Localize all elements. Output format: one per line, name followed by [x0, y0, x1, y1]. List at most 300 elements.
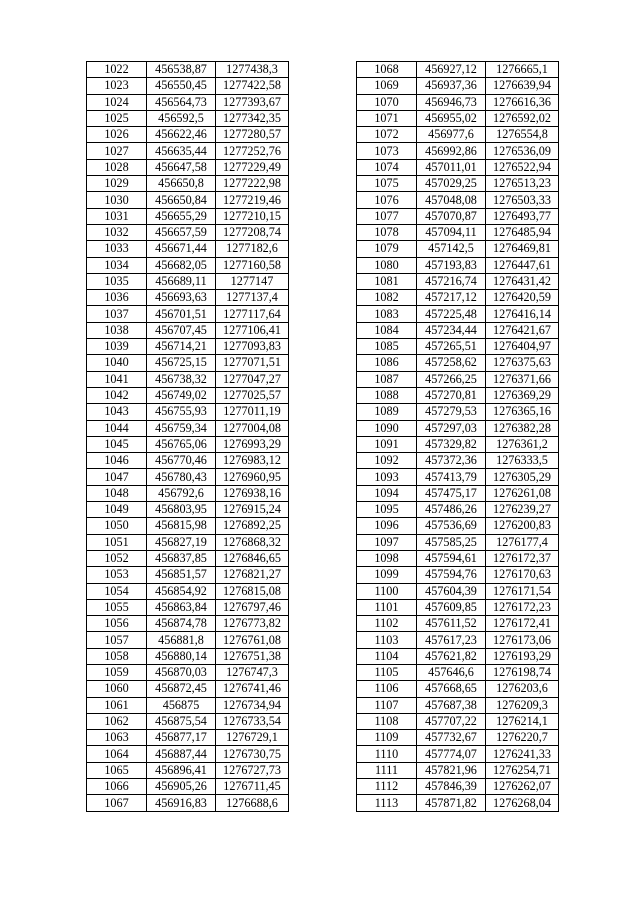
x-coordinate-cell: 456872,45: [147, 681, 216, 697]
point-number-cell: 1037: [87, 306, 147, 322]
y-coordinate-cell: 1276616,36: [486, 94, 559, 110]
x-coordinate-cell: 457413,79: [417, 469, 486, 485]
point-number-cell: 1036: [87, 290, 147, 306]
point-number-cell: 1052: [87, 550, 147, 566]
left-coordinates-table: [86, 61, 289, 812]
table-row: [357, 110, 559, 126]
table-row: [87, 290, 289, 306]
table-row: [87, 779, 289, 795]
point-number-cell: 1067: [87, 795, 147, 811]
y-coordinate-cell: 1276365,16: [486, 404, 559, 420]
table-row: [357, 518, 559, 534]
right-coordinates-table: [356, 61, 559, 812]
table-row: [87, 485, 289, 501]
point-number-cell: 1112: [357, 779, 417, 795]
x-coordinate-cell: 457475,17: [417, 485, 486, 501]
x-coordinate-cell: 456881,8: [147, 632, 216, 648]
point-number-cell: 1102: [357, 616, 417, 632]
y-coordinate-cell: 1276209,3: [486, 697, 559, 713]
x-coordinate-cell: 457279,53: [417, 404, 486, 420]
table-row: [357, 681, 559, 697]
table-row: [357, 339, 559, 355]
x-coordinate-cell: 456693,63: [147, 290, 216, 306]
x-coordinate-cell: 456622,46: [147, 127, 216, 143]
table-row: [357, 208, 559, 224]
x-coordinate-cell: 456714,21: [147, 339, 216, 355]
x-coordinate-cell: 456701,51: [147, 306, 216, 322]
y-coordinate-cell: 1277229,49: [216, 159, 289, 175]
point-number-cell: 1041: [87, 371, 147, 387]
x-coordinate-cell: 456803,95: [147, 502, 216, 518]
y-coordinate-cell: 1277117,64: [216, 306, 289, 322]
point-number-cell: 1049: [87, 502, 147, 518]
x-coordinate-cell: 456955,02: [417, 110, 486, 126]
x-coordinate-cell: 456977,6: [417, 127, 486, 143]
x-coordinate-cell: 457621,82: [417, 648, 486, 664]
point-number-cell: 1032: [87, 224, 147, 240]
y-coordinate-cell: 1276727,73: [216, 762, 289, 778]
x-coordinate-cell: 457372,36: [417, 453, 486, 469]
table-row: [357, 78, 559, 94]
x-coordinate-cell: 456937,36: [417, 78, 486, 94]
table-row: [87, 795, 289, 811]
x-coordinate-cell: 457687,38: [417, 697, 486, 713]
table-row: [357, 697, 559, 713]
point-number-cell: 1045: [87, 436, 147, 452]
point-number-cell: 1087: [357, 371, 417, 387]
table-row: [87, 420, 289, 436]
x-coordinate-cell: 457617,23: [417, 632, 486, 648]
y-coordinate-cell: 1276172,41: [486, 616, 559, 632]
table-row: [357, 453, 559, 469]
table-row: [357, 387, 559, 403]
point-number-cell: 1074: [357, 159, 417, 175]
x-coordinate-cell: 456851,57: [147, 567, 216, 583]
table-row: [357, 404, 559, 420]
table-row: [87, 62, 289, 78]
y-coordinate-cell: 1276371,66: [486, 371, 559, 387]
point-number-cell: 1092: [357, 453, 417, 469]
table-row: [87, 176, 289, 192]
x-coordinate-cell: 457070,87: [417, 208, 486, 224]
point-number-cell: 1058: [87, 648, 147, 664]
table-row: [357, 192, 559, 208]
point-number-cell: 1093: [357, 469, 417, 485]
y-coordinate-cell: 1276993,29: [216, 436, 289, 452]
x-coordinate-cell: 457707,22: [417, 713, 486, 729]
table-row: [357, 94, 559, 110]
point-number-cell: 1079: [357, 241, 417, 257]
point-number-cell: 1056: [87, 616, 147, 632]
point-number-cell: 1039: [87, 339, 147, 355]
y-coordinate-cell: 1277147: [216, 273, 289, 289]
point-number-cell: 1096: [357, 518, 417, 534]
table-row: [87, 664, 289, 680]
point-number-cell: 1083: [357, 306, 417, 322]
point-number-cell: 1061: [87, 697, 147, 713]
y-coordinate-cell: 1276485,94: [486, 224, 559, 240]
point-number-cell: 1095: [357, 502, 417, 518]
table-row: [357, 159, 559, 175]
x-coordinate-cell: 457611,52: [417, 616, 486, 632]
y-coordinate-cell: 1276554,8: [486, 127, 559, 143]
y-coordinate-cell: 1276268,04: [486, 795, 559, 811]
point-number-cell: 1108: [357, 713, 417, 729]
table-row: [87, 208, 289, 224]
x-coordinate-cell: 456707,45: [147, 322, 216, 338]
table-row: [87, 534, 289, 550]
point-number-cell: 1075: [357, 176, 417, 192]
x-coordinate-cell: 456837,85: [147, 550, 216, 566]
point-number-cell: 1088: [357, 387, 417, 403]
x-coordinate-cell: 456564,73: [147, 94, 216, 110]
point-number-cell: 1113: [357, 795, 417, 811]
x-coordinate-cell: 456738,32: [147, 371, 216, 387]
point-number-cell: 1076: [357, 192, 417, 208]
point-number-cell: 1100: [357, 583, 417, 599]
y-coordinate-cell: 1277182,6: [216, 241, 289, 257]
point-number-cell: 1104: [357, 648, 417, 664]
table-row: [357, 632, 559, 648]
table-row: [357, 176, 559, 192]
y-coordinate-cell: 1276333,5: [486, 453, 559, 469]
point-number-cell: 1054: [87, 583, 147, 599]
table-row: [87, 713, 289, 729]
point-number-cell: 1085: [357, 339, 417, 355]
y-coordinate-cell: 1276711,45: [216, 779, 289, 795]
y-coordinate-cell: 1276447,61: [486, 257, 559, 273]
right-table-body: [357, 62, 559, 812]
x-coordinate-cell: 456863,84: [147, 599, 216, 615]
table-row: [357, 664, 559, 680]
point-number-cell: 1063: [87, 730, 147, 746]
table-row: [87, 436, 289, 452]
y-coordinate-cell: 1276688,6: [216, 795, 289, 811]
x-coordinate-cell: 456880,14: [147, 648, 216, 664]
y-coordinate-cell: 1276960,95: [216, 469, 289, 485]
x-coordinate-cell: 456635,44: [147, 143, 216, 159]
y-coordinate-cell: 1276261,08: [486, 485, 559, 501]
table-row: [357, 127, 559, 143]
y-coordinate-cell: 1276503,33: [486, 192, 559, 208]
y-coordinate-cell: 1276730,75: [216, 746, 289, 762]
table-row: [87, 143, 289, 159]
table-row: [357, 795, 559, 811]
table-row: [87, 567, 289, 583]
point-number-cell: 1066: [87, 779, 147, 795]
x-coordinate-cell: 456759,34: [147, 420, 216, 436]
table-row: [87, 159, 289, 175]
point-number-cell: 1044: [87, 420, 147, 436]
table-row: [87, 355, 289, 371]
x-coordinate-cell: 456770,46: [147, 453, 216, 469]
point-number-cell: 1035: [87, 273, 147, 289]
x-coordinate-cell: 456671,44: [147, 241, 216, 257]
point-number-cell: 1097: [357, 534, 417, 550]
point-number-cell: 1103: [357, 632, 417, 648]
y-coordinate-cell: 1277208,74: [216, 224, 289, 240]
x-coordinate-cell: 457585,25: [417, 534, 486, 550]
point-number-cell: 1089: [357, 404, 417, 420]
x-coordinate-cell: 457646,6: [417, 664, 486, 680]
point-number-cell: 1090: [357, 420, 417, 436]
x-coordinate-cell: 457217,12: [417, 290, 486, 306]
x-coordinate-cell: 456815,98: [147, 518, 216, 534]
x-coordinate-cell: 457225,48: [417, 306, 486, 322]
table-row: [87, 404, 289, 420]
y-coordinate-cell: 1276172,37: [486, 550, 559, 566]
table-row: [357, 648, 559, 664]
y-coordinate-cell: 1276220,7: [486, 730, 559, 746]
y-coordinate-cell: 1276241,33: [486, 746, 559, 762]
table-row: [87, 257, 289, 273]
x-coordinate-cell: 456854,92: [147, 583, 216, 599]
table-row: [357, 62, 559, 78]
table-row: [357, 306, 559, 322]
x-coordinate-cell: 457258,62: [417, 355, 486, 371]
point-number-cell: 1038: [87, 322, 147, 338]
x-coordinate-cell: 457594,76: [417, 567, 486, 583]
x-coordinate-cell: 456992,86: [417, 143, 486, 159]
point-number-cell: 1110: [357, 746, 417, 762]
point-number-cell: 1094: [357, 485, 417, 501]
point-number-cell: 1101: [357, 599, 417, 615]
x-coordinate-cell: 457821,96: [417, 762, 486, 778]
point-number-cell: 1107: [357, 697, 417, 713]
point-number-cell: 1106: [357, 681, 417, 697]
x-coordinate-cell: 457536,69: [417, 518, 486, 534]
point-number-cell: 1024: [87, 94, 147, 110]
y-coordinate-cell: 1276172,23: [486, 599, 559, 615]
x-coordinate-cell: 457609,85: [417, 599, 486, 615]
y-coordinate-cell: 1276846,65: [216, 550, 289, 566]
x-coordinate-cell: 456875,54: [147, 713, 216, 729]
x-coordinate-cell: 457270,81: [417, 387, 486, 403]
x-coordinate-cell: 457668,65: [417, 681, 486, 697]
x-coordinate-cell: 456682,05: [147, 257, 216, 273]
point-number-cell: 1091: [357, 436, 417, 452]
point-number-cell: 1105: [357, 664, 417, 680]
y-coordinate-cell: 1276254,71: [486, 762, 559, 778]
x-coordinate-cell: 457234,44: [417, 322, 486, 338]
x-coordinate-cell: 457216,74: [417, 273, 486, 289]
point-number-cell: 1023: [87, 78, 147, 94]
y-coordinate-cell: 1276733,54: [216, 713, 289, 729]
point-number-cell: 1064: [87, 746, 147, 762]
x-coordinate-cell: 456765,06: [147, 436, 216, 452]
table-row: [357, 273, 559, 289]
y-coordinate-cell: 1276193,29: [486, 648, 559, 664]
y-coordinate-cell: 1276522,94: [486, 159, 559, 175]
point-number-cell: 1060: [87, 681, 147, 697]
y-coordinate-cell: 1276493,77: [486, 208, 559, 224]
point-number-cell: 1042: [87, 387, 147, 403]
table-row: [87, 127, 289, 143]
table-row: [357, 779, 559, 795]
point-number-cell: 1025: [87, 110, 147, 126]
table-row: [87, 306, 289, 322]
point-number-cell: 1084: [357, 322, 417, 338]
x-coordinate-cell: 457193,83: [417, 257, 486, 273]
y-coordinate-cell: 1276200,83: [486, 518, 559, 534]
y-coordinate-cell: 1277280,57: [216, 127, 289, 143]
y-coordinate-cell: 1276938,16: [216, 485, 289, 501]
table-row: [357, 583, 559, 599]
point-number-cell: 1077: [357, 208, 417, 224]
point-number-cell: 1073: [357, 143, 417, 159]
y-coordinate-cell: 1276815,08: [216, 583, 289, 599]
point-number-cell: 1027: [87, 143, 147, 159]
table-row: [357, 469, 559, 485]
table-row: [87, 502, 289, 518]
point-number-cell: 1055: [87, 599, 147, 615]
y-coordinate-cell: 1276361,2: [486, 436, 559, 452]
y-coordinate-cell: 1276741,46: [216, 681, 289, 697]
point-number-cell: 1070: [357, 94, 417, 110]
point-number-cell: 1065: [87, 762, 147, 778]
left-table-body: [87, 62, 289, 812]
x-coordinate-cell: 456875: [147, 697, 216, 713]
y-coordinate-cell: 1276513,23: [486, 176, 559, 192]
y-coordinate-cell: 1276214,1: [486, 713, 559, 729]
x-coordinate-cell: 457594,61: [417, 550, 486, 566]
x-coordinate-cell: 456725,15: [147, 355, 216, 371]
point-number-cell: 1029: [87, 176, 147, 192]
y-coordinate-cell: 1276239,27: [486, 502, 559, 518]
y-coordinate-cell: 1276262,07: [486, 779, 559, 795]
point-number-cell: 1109: [357, 730, 417, 746]
point-number-cell: 1081: [357, 273, 417, 289]
y-coordinate-cell: 1277393,67: [216, 94, 289, 110]
x-coordinate-cell: 456870,03: [147, 664, 216, 680]
x-coordinate-cell: 457011,01: [417, 159, 486, 175]
x-coordinate-cell: 457329,82: [417, 436, 486, 452]
y-coordinate-cell: 1277252,76: [216, 143, 289, 159]
table-row: [87, 469, 289, 485]
y-coordinate-cell: 1276983,12: [216, 453, 289, 469]
table-row: [87, 583, 289, 599]
x-coordinate-cell: 457094,11: [417, 224, 486, 240]
y-coordinate-cell: 1276592,02: [486, 110, 559, 126]
table-row: [357, 143, 559, 159]
x-coordinate-cell: 456650,8: [147, 176, 216, 192]
table-row: [87, 746, 289, 762]
x-coordinate-cell: 456592,5: [147, 110, 216, 126]
x-coordinate-cell: 457604,39: [417, 583, 486, 599]
point-number-cell: 1062: [87, 713, 147, 729]
table-row: [357, 567, 559, 583]
point-number-cell: 1051: [87, 534, 147, 550]
y-coordinate-cell: 1276747,3: [216, 664, 289, 680]
table-row: [357, 746, 559, 762]
y-coordinate-cell: 1276915,24: [216, 502, 289, 518]
point-number-cell: 1033: [87, 241, 147, 257]
point-number-cell: 1057: [87, 632, 147, 648]
table-row: [87, 322, 289, 338]
point-number-cell: 1047: [87, 469, 147, 485]
table-row: [357, 322, 559, 338]
x-coordinate-cell: 457486,26: [417, 502, 486, 518]
point-number-cell: 1048: [87, 485, 147, 501]
point-number-cell: 1071: [357, 110, 417, 126]
point-number-cell: 1072: [357, 127, 417, 143]
y-coordinate-cell: 1277342,35: [216, 110, 289, 126]
y-coordinate-cell: 1276170,63: [486, 567, 559, 583]
table-row: [87, 616, 289, 632]
y-coordinate-cell: 1276305,29: [486, 469, 559, 485]
table-row: [87, 273, 289, 289]
x-coordinate-cell: 456749,02: [147, 387, 216, 403]
x-coordinate-cell: 457297,03: [417, 420, 486, 436]
x-coordinate-cell: 456780,43: [147, 469, 216, 485]
y-coordinate-cell: 1276203,6: [486, 681, 559, 697]
table-row: [357, 502, 559, 518]
x-coordinate-cell: 456689,11: [147, 273, 216, 289]
point-number-cell: 1034: [87, 257, 147, 273]
y-coordinate-cell: 1276761,08: [216, 632, 289, 648]
x-coordinate-cell: 457142,5: [417, 241, 486, 257]
y-coordinate-cell: 1277025,57: [216, 387, 289, 403]
table-row: [87, 697, 289, 713]
y-coordinate-cell: 1276404,97: [486, 339, 559, 355]
y-coordinate-cell: 1276198,74: [486, 664, 559, 680]
y-coordinate-cell: 1276773,82: [216, 616, 289, 632]
x-coordinate-cell: 456827,19: [147, 534, 216, 550]
y-coordinate-cell: 1276421,67: [486, 322, 559, 338]
y-coordinate-cell: 1276382,28: [486, 420, 559, 436]
x-coordinate-cell: 456874,78: [147, 616, 216, 632]
table-row: [357, 485, 559, 501]
x-coordinate-cell: 456650,84: [147, 192, 216, 208]
y-coordinate-cell: 1276751,38: [216, 648, 289, 664]
point-number-cell: 1022: [87, 62, 147, 78]
x-coordinate-cell: 457774,07: [417, 746, 486, 762]
y-coordinate-cell: 1276729,1: [216, 730, 289, 746]
y-coordinate-cell: 1277210,15: [216, 208, 289, 224]
table-row: [357, 713, 559, 729]
y-coordinate-cell: 1276892,25: [216, 518, 289, 534]
y-coordinate-cell: 1277222,98: [216, 176, 289, 192]
x-coordinate-cell: 456655,29: [147, 208, 216, 224]
point-number-cell: 1031: [87, 208, 147, 224]
x-coordinate-cell: 456877,17: [147, 730, 216, 746]
point-number-cell: 1028: [87, 159, 147, 175]
table-row: [87, 94, 289, 110]
y-coordinate-cell: 1277438,3: [216, 62, 289, 78]
y-coordinate-cell: 1277071,51: [216, 355, 289, 371]
y-coordinate-cell: 1276469,81: [486, 241, 559, 257]
table-row: [357, 355, 559, 371]
y-coordinate-cell: 1276173,06: [486, 632, 559, 648]
table-row: [87, 599, 289, 615]
y-coordinate-cell: 1276639,94: [486, 78, 559, 94]
table-row: [87, 453, 289, 469]
point-number-cell: 1043: [87, 404, 147, 420]
x-coordinate-cell: 457029,25: [417, 176, 486, 192]
table-row: [357, 436, 559, 452]
x-coordinate-cell: 457846,39: [417, 779, 486, 795]
table-row: [87, 730, 289, 746]
point-number-cell: 1068: [357, 62, 417, 78]
point-number-cell: 1069: [357, 78, 417, 94]
x-coordinate-cell: 456927,12: [417, 62, 486, 78]
x-coordinate-cell: 456905,26: [147, 779, 216, 795]
x-coordinate-cell: 456550,45: [147, 78, 216, 94]
y-coordinate-cell: 1277047,27: [216, 371, 289, 387]
point-number-cell: 1053: [87, 567, 147, 583]
table-row: [87, 550, 289, 566]
y-coordinate-cell: 1276375,63: [486, 355, 559, 371]
